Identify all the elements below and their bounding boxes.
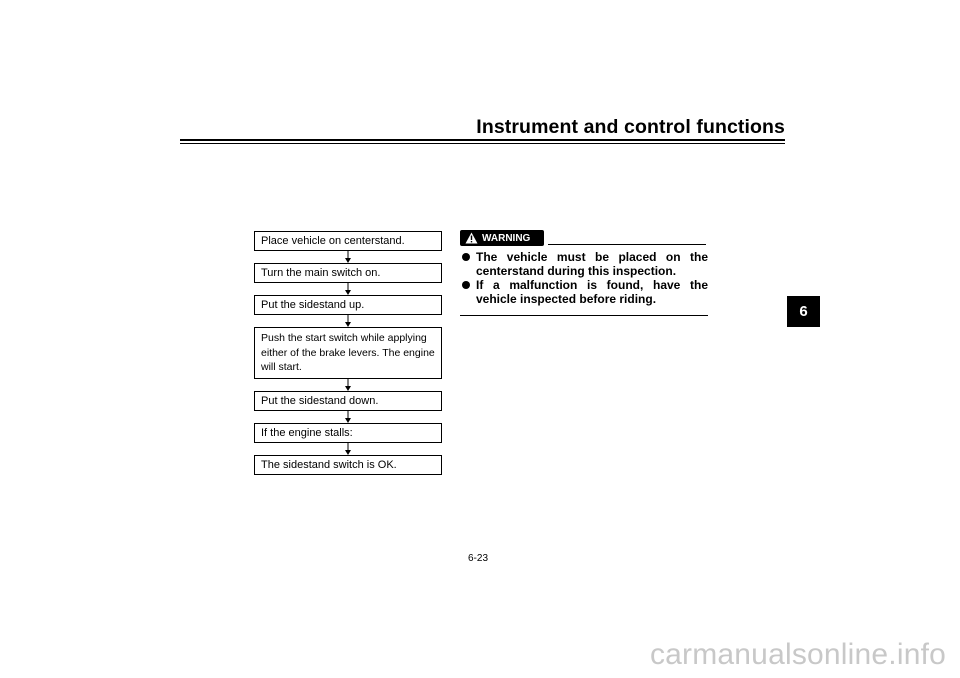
warning-header [460,230,708,246]
page-number: 6-23 [468,553,489,564]
header-rule-thin [180,143,785,144]
flow-step-3: Put the sidestand up. [254,295,442,315]
warning-end-rule [460,315,708,316]
flow-step-6: If the engine stalls: [254,423,442,443]
watermark[interactable]: carmanualsonline.info [649,638,946,671]
warning-triangle-icon [465,232,478,244]
arrow-down-icon [254,411,442,423]
bullet-icon [462,253,470,261]
list-item [460,250,708,278]
chapter-tab[interactable]: 6 [787,296,820,327]
flow-step-5: Put the sidestand down. [254,391,442,411]
header-rule [180,139,785,141]
arrow-down-icon [254,443,442,455]
warning-item-text: If a malfunction is found, have the vehicle inspected before riding. [476,278,708,306]
warning-badge [460,230,544,246]
flow-step-4: Push the start switch while applying either of the brake levers. The engine will start. [254,327,442,379]
arrow-down-icon [254,283,442,295]
arrow-down-icon [254,251,442,263]
warning-label: WARNING [482,232,531,244]
flow-step-7: The sidestand switch is OK. [254,455,442,475]
warning-list [460,250,708,306]
warning-item-text: The vehicle must be placed on the centerstand during this inspection. [476,250,708,278]
flow-step-2: Turn the main switch on. [254,263,442,283]
bullet-icon [462,281,470,289]
page-title: Instrument and control functions [476,116,785,138]
arrow-down-icon [254,315,442,327]
list-item [460,278,708,306]
flow-step-1: Place vehicle on centerstand. [254,231,442,251]
arrow-down-icon [254,379,442,391]
warning-block [460,230,708,316]
warning-rule [548,244,706,245]
flowchart [254,231,442,475]
